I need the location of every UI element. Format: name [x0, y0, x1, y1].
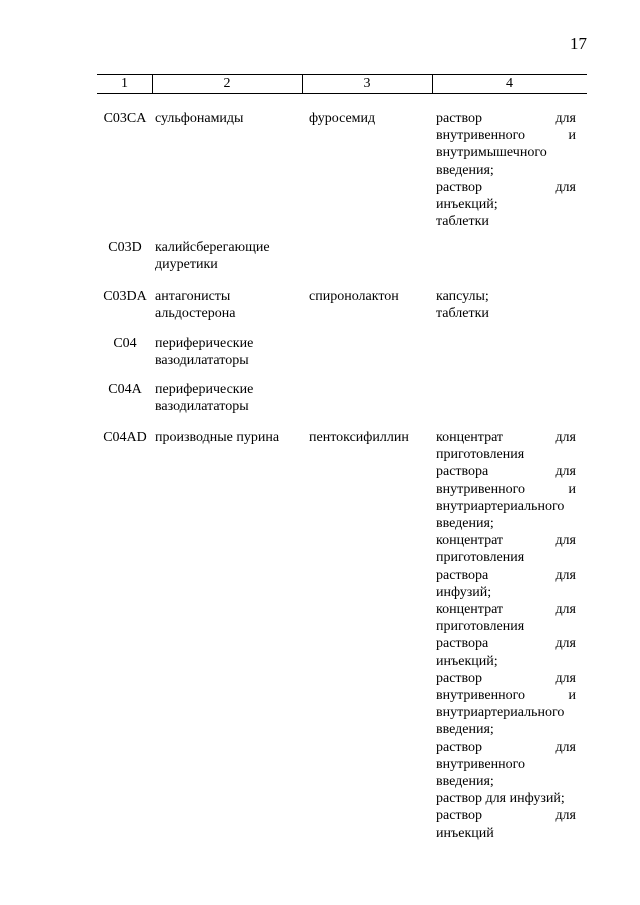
dosage-form-word: для	[555, 808, 576, 824]
dosage-form-word: внутривенного	[436, 128, 526, 144]
group-name-line: калийсберегающие	[155, 240, 270, 255]
dosage-form-word: приготовления	[436, 619, 525, 635]
dosage-form-word: введения;	[436, 774, 494, 790]
table-header-row	[97, 74, 587, 94]
dosage-form-word: раствор	[436, 111, 483, 126]
atc-code: C03DA	[103, 289, 147, 304]
dosage-form-word: для	[555, 567, 576, 583]
atc-code: C04A	[108, 382, 142, 397]
header-divider	[432, 75, 433, 93]
dosage-form-word: и	[568, 128, 576, 144]
dosage-form-word: раствор для инфузий;	[436, 791, 565, 807]
dosage-form-word: введения;	[436, 722, 494, 738]
dosage-form-line	[436, 429, 576, 446]
dosage-form-word: инъекций	[436, 825, 494, 841]
dosage-form-line	[436, 704, 576, 721]
page-number: 17	[570, 34, 587, 53]
dosage-form-line	[436, 635, 576, 652]
dosage-form-word: таблетки	[436, 306, 489, 322]
dosage-form-word: капсулы;	[436, 289, 489, 304]
dosage-form-word: раствор	[436, 179, 483, 195]
dosage-form-word: введения;	[436, 162, 494, 178]
dosage-form-line	[436, 773, 576, 790]
dosage-form-line	[436, 110, 576, 127]
dosage-form-line	[436, 532, 576, 549]
dosage-form-line	[436, 127, 576, 144]
dosage-form-line	[436, 144, 576, 161]
dosage-form-word: для	[555, 179, 576, 195]
dosage-form-word: концентрат	[436, 602, 504, 618]
dosage-form-line	[436, 179, 576, 196]
dosage-form-line	[436, 498, 576, 515]
group-name	[155, 288, 295, 322]
drug-name: пентоксифиллин	[309, 430, 409, 445]
dosage-form-word: для	[555, 670, 576, 686]
dosage-form-word: внутривенного	[436, 756, 526, 772]
group-name-line: производные пурина	[155, 430, 280, 445]
dosage-form-line	[436, 790, 576, 807]
header-col-1: 1	[121, 76, 128, 91]
dosage-form-line	[436, 196, 576, 213]
dosage-form-line	[436, 288, 576, 305]
dosage-form-word: для	[555, 430, 576, 445]
header-divider	[302, 75, 303, 93]
dosage-form-line	[436, 305, 576, 322]
dosage-form-word: для	[555, 533, 576, 549]
dosage-form-word: раствор	[436, 670, 483, 686]
dosage-form-word: внутриартериального	[436, 498, 565, 514]
dosage-form-line	[436, 601, 576, 618]
dosage-form-word: раствора	[436, 567, 489, 583]
dosage-form-line	[436, 481, 576, 498]
dosage-form-line	[436, 463, 576, 480]
group-name-line: периферические	[155, 382, 254, 397]
dosage-form	[436, 288, 576, 322]
dosage-form-word: раствора	[436, 464, 489, 480]
group-name-line: вазодилататоры	[155, 399, 249, 415]
dosage-form-line	[436, 756, 576, 773]
drug-name: спиронолактон	[309, 289, 399, 304]
header-col-4: 4	[506, 76, 513, 91]
dosage-form-word: внутриартериального	[436, 705, 565, 721]
group-name	[155, 239, 295, 273]
dosage-form-word: приготовления	[436, 447, 525, 463]
dosage-form-word: внутривенного	[436, 688, 526, 704]
dosage-form-word: для	[555, 111, 576, 126]
dosage-form-word: внутримышечного	[436, 145, 547, 161]
atc-code: C04	[113, 336, 137, 351]
group-name-line: альдостерона	[155, 306, 236, 322]
dosage-form-line	[436, 162, 576, 179]
dosage-form-line	[436, 584, 576, 601]
dosage-form-line	[436, 739, 576, 756]
group-name-line: антагонисты	[155, 289, 231, 304]
dosage-form-word: для	[555, 602, 576, 618]
header-divider	[152, 75, 153, 93]
dosage-form-word: инъекций;	[436, 653, 498, 669]
dosage-form-word: концентрат	[436, 430, 504, 445]
dosage-form-word: раствор	[436, 808, 483, 824]
group-name-line: периферические	[155, 336, 254, 351]
dosage-form-line	[436, 825, 576, 842]
dosage-form-line	[436, 721, 576, 738]
header-col-2: 2	[223, 76, 231, 91]
atc-code: C03CA	[103, 111, 147, 126]
dosage-form-word: раствор	[436, 739, 483, 755]
drug-name: фуросемид	[309, 111, 376, 126]
group-name	[155, 381, 295, 415]
dosage-form-word: таблетки	[436, 214, 489, 230]
dosage-form-word: внутривенного	[436, 481, 526, 497]
dosage-form-line	[436, 687, 576, 704]
dosage-form	[436, 429, 576, 842]
dosage-form-line	[436, 618, 576, 635]
dosage-form-line	[436, 549, 576, 566]
dosage-form	[436, 110, 576, 230]
group-name	[155, 429, 295, 446]
group-name-line: диуретики	[155, 257, 218, 273]
atc-code: C03D	[108, 240, 142, 255]
dosage-form-word: раствора	[436, 636, 489, 652]
dosage-form-line	[436, 446, 576, 463]
dosage-form-word: для	[555, 636, 576, 652]
dosage-form-word: для	[555, 464, 576, 480]
header-col-3: 3	[363, 76, 371, 91]
group-name-line: вазодилататоры	[155, 353, 249, 369]
atc-code: C04AD	[103, 430, 147, 445]
group-name	[155, 335, 295, 369]
dosage-form-line	[436, 515, 576, 532]
dosage-form-line	[436, 213, 576, 230]
group-name	[155, 110, 295, 127]
dosage-form-word: для	[555, 739, 576, 755]
dosage-form-word: приготовления	[436, 550, 525, 566]
dosage-form-word: концентрат	[436, 533, 504, 549]
dosage-form-word: и	[568, 688, 576, 704]
dosage-form-line	[436, 653, 576, 670]
dosage-form-line	[436, 807, 576, 824]
dosage-form-word: введения;	[436, 516, 494, 532]
dosage-form-line	[436, 567, 576, 584]
dosage-form-word: и	[568, 481, 576, 497]
group-name-line: сульфонамиды	[155, 111, 244, 126]
dosage-form-word: инфузий;	[436, 584, 492, 600]
dosage-form-word: инъекций;	[436, 197, 498, 213]
dosage-form-line	[436, 670, 576, 687]
